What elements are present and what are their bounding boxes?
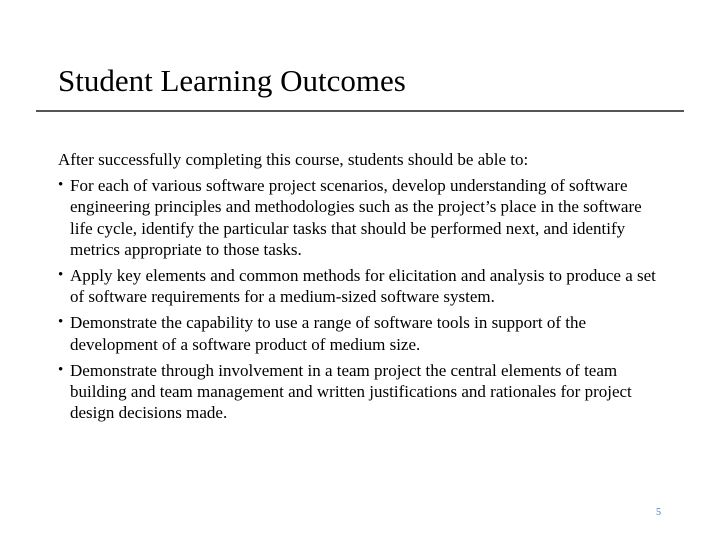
list-item bbox=[58, 175, 668, 260]
slide-title: Student Learning Outcomes bbox=[58, 63, 406, 98]
bullet-icon: • bbox=[58, 267, 64, 284]
bullet-icon: • bbox=[58, 361, 64, 378]
outcomes-list bbox=[58, 175, 668, 423]
title-divider bbox=[36, 110, 684, 112]
bullet-text: Demonstrate the capability to use a range of software tools in support of the development of a software product of medium size. bbox=[70, 313, 586, 354]
bullet-icon: • bbox=[58, 177, 64, 194]
list-item bbox=[58, 265, 668, 307]
list-item bbox=[58, 360, 668, 424]
bullet-icon: • bbox=[58, 314, 64, 331]
slide-body bbox=[58, 149, 668, 428]
bullet-text: For each of various software project scenarios, develop understanding of software engineering principles and methodologies such as the project’s place in the software life cycle, identify the particular tasks that should be performed next, and identify metrics appropriate to those tasks. bbox=[70, 176, 642, 259]
intro-text: After successfully completing this course, students should be able to: bbox=[58, 150, 529, 169]
list-item bbox=[58, 312, 668, 354]
bullet-text: Demonstrate through involvement in a team project the central elements of team building and team management and written justifications and rationales for project design decisions made. bbox=[70, 360, 632, 423]
page-number: 5 bbox=[656, 507, 661, 518]
bullet-text: Apply key elements and common methods for elicitation and analysis to produce a set of software requirements for a medium-sized software system. bbox=[70, 266, 656, 307]
